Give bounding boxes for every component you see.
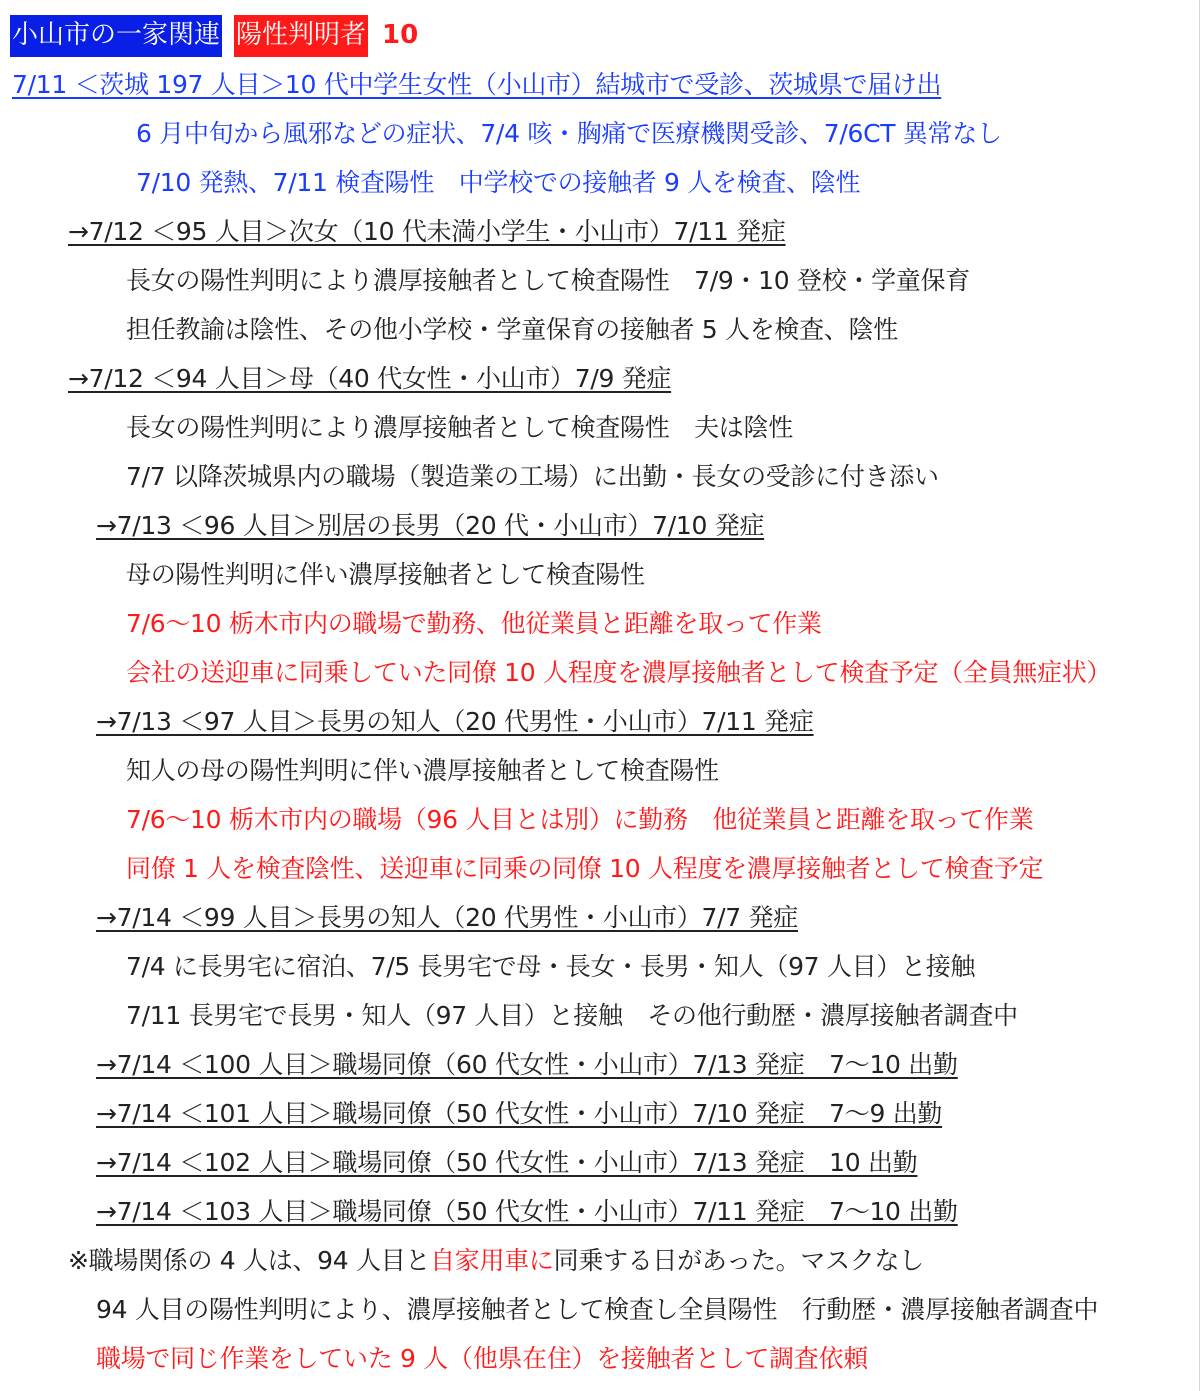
case-detail-line: 知人の母の陽性判明に伴い濃厚接触者として検査陽性	[126, 756, 719, 785]
case-line-103: →7/14 ＜103 人目＞職場同僚（50 代女性・小山市）7/11 発症 7～10 出勤	[96, 1197, 958, 1226]
case-line-95: →7/12 ＜95 人目＞次女（10 代未満小学生・小山市）7/11 発症	[68, 217, 786, 246]
workplace-note-highlight: 自家用車に	[430, 1246, 554, 1275]
case-line-99: →7/14 ＜99 人目＞長男の知人（20 代男性・小山市）7/7 発症	[96, 903, 798, 932]
positive-count: 10	[382, 20, 419, 50]
case-detail-line-red: 会社の送迎車に同乗していた同僚 10 人程度を濃厚接触者として検査予定（全員無症状）	[126, 658, 1112, 687]
case-detail-line: 7/10 発熱、7/11 検査陽性 中学校での接触者 9 人を検査、陰性	[136, 168, 861, 197]
workplace-note-line: 94 人目の陽性判明により、濃厚接触者として検査し全員陽性 行動歴・濃厚接触者調査中	[96, 1295, 1099, 1324]
case-detail-line-red: 同僚 1 人を検査陰性、送迎車に同乗の同僚 10 人程度を濃厚接触者として検査予定	[126, 854, 1044, 883]
case-line-102: →7/14 ＜102 人目＞職場同僚（50 代女性・小山市）7/13 発症 10 出勤	[96, 1148, 918, 1177]
case-detail-line: 6 月中旬から風邪などの症状、7/4 咳・胸痛で医療機関受診、7/6CT 異常なし	[136, 119, 1002, 148]
workplace-note-part: 同乗する日があった。マスクなし	[553, 1246, 924, 1275]
workplace-note-line	[68, 1242, 924, 1280]
workplace-note-line-red: 職場で同じ作業をしていた 9 人（他県在住）を接触者として調査依頼	[96, 1344, 868, 1373]
case-line-94: →7/12 ＜94 人目＞母（40 代女性・小山市）7/9 発症	[68, 364, 672, 393]
case-detail-line: 長女の陽性判明により濃厚接触者として検査陽性 夫は陰性	[126, 413, 793, 442]
case-detail-line: 担任教諭は陰性、その他小学校・学童保育の接触者 5 人を検査、陰性	[126, 315, 898, 344]
case-detail-line: 7/11 長男宅で長男・知人（97 人目）と接触 その他行動歴・濃厚接触者調査中	[126, 1001, 1018, 1030]
cluster-header	[10, 14, 418, 56]
positive-label-badge: 陽性判明者	[234, 15, 368, 57]
case-line-96: →7/13 ＜96 人目＞別居の長男（20 代・小山市）7/10 発症	[96, 511, 765, 540]
case-detail-line: 7/4 に長男宅に宿泊、7/5 長男宅で母・長女・長男・知人（97 人目）と接触	[126, 952, 976, 981]
case-detail-line-red: 7/6～10 栃木市内の職場（96 人目とは別）に勤務 他従業員と距離を取って作業	[126, 805, 1034, 834]
case-line-101: →7/14 ＜101 人目＞職場同僚（50 代女性・小山市）7/10 発症 7～9 出勤	[96, 1099, 943, 1128]
case-detail-line: 7/7 以降茨城県内の職場（製造業の工場）に出勤・長女の受診に付き添い	[126, 462, 939, 491]
case-line-97: →7/13 ＜97 人目＞長男の知人（20 代男性・小山市）7/11 発症	[96, 707, 814, 736]
cluster-label-badge: 小山市の一家関連	[10, 15, 222, 57]
case-detail-line: 長女の陽性判明により濃厚接触者として検査陽性 7/9・10 登校・学童保育	[126, 266, 970, 295]
case-line-ibaraki-197: 7/11 ＜茨城 197 人目＞10 代中学生女性（小山市）結城市で受診、茨城県で届け出	[12, 70, 942, 99]
case-detail-line-red: 7/6～10 栃木市内の職場で勤務、他従業員と距離を取って作業	[126, 609, 822, 638]
case-detail-line: 母の陽性判明に伴い濃厚接触者として検査陽性	[126, 560, 645, 589]
case-line-100: →7/14 ＜100 人目＞職場同僚（60 代女性・小山市）7/13 発症 7～10 出勤	[96, 1050, 958, 1079]
workplace-note-part: ※職場関係の 4 人は、94 人目と	[68, 1246, 431, 1275]
